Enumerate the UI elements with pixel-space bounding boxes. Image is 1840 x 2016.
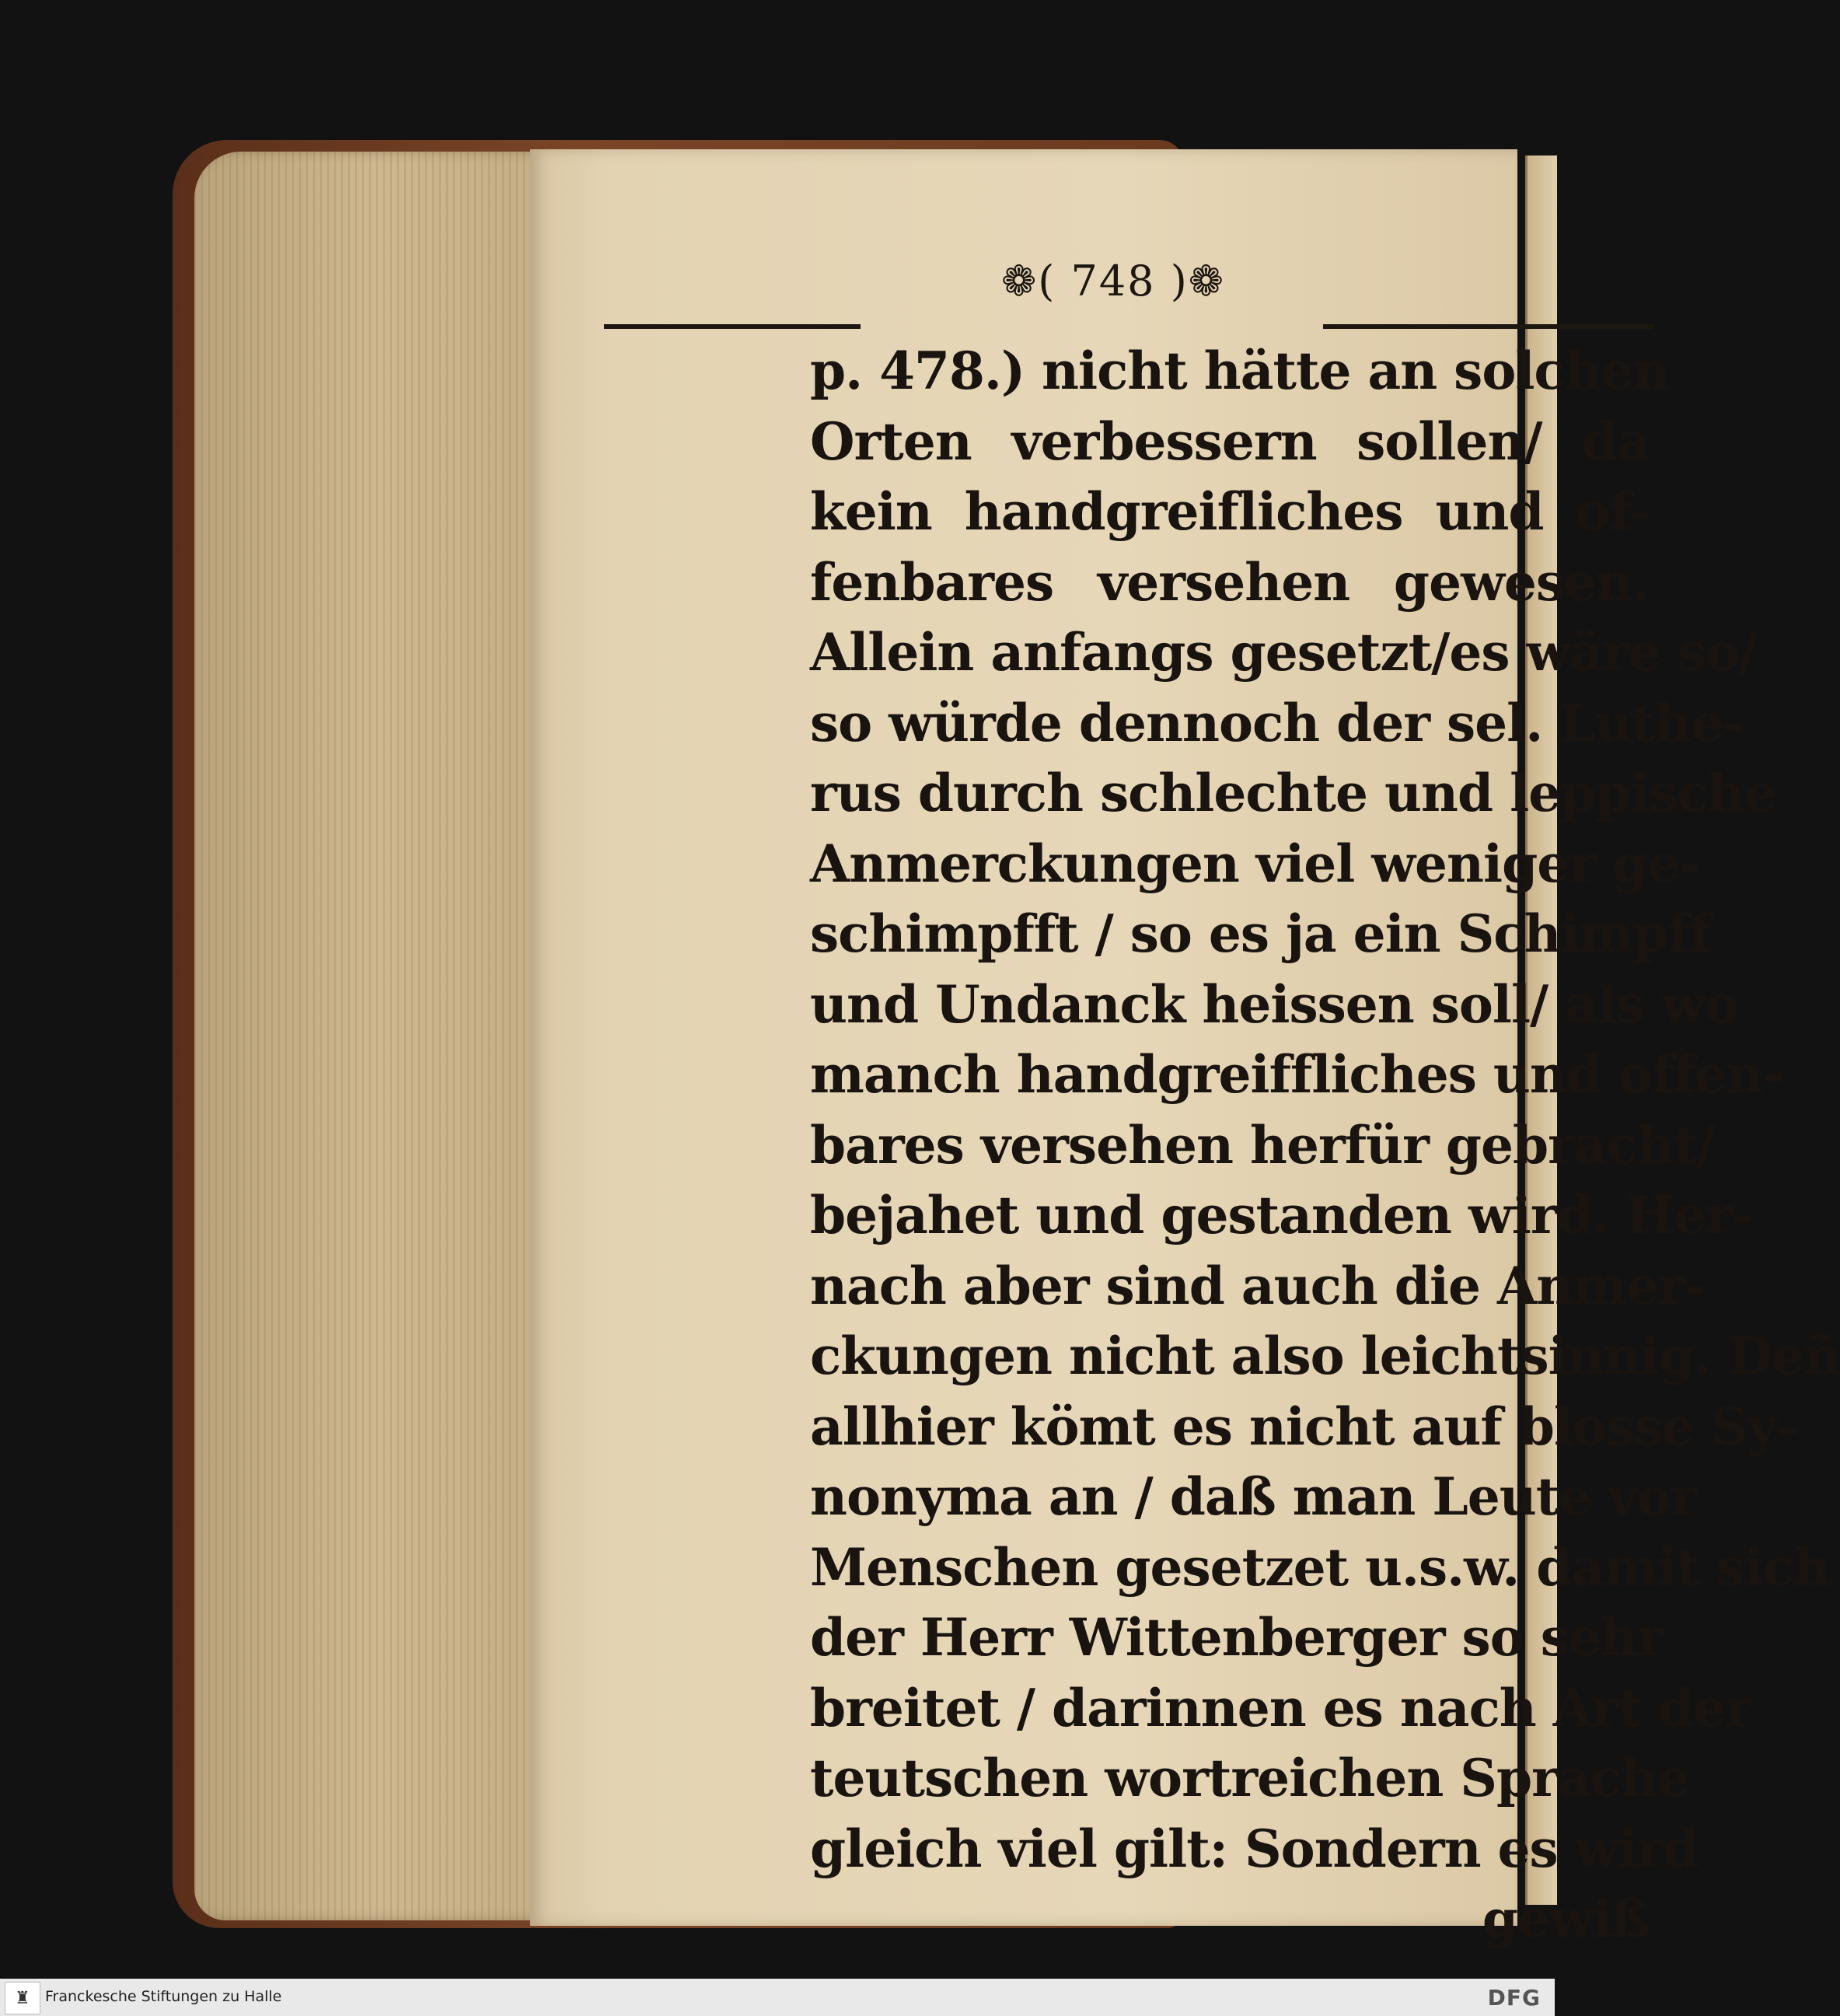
text-line: schimpfft / so es ja ein Schimpff — [810, 903, 1711, 964]
viewer-footer — [0, 1979, 1555, 2016]
text-line: so würde dennoch der sel. Luthe- — [810, 692, 1744, 753]
text-line: breitet / darinnen es nach Art der — [810, 1677, 1752, 1738]
text-line: gleich viel gilt: Sondern es wird — [810, 1818, 1699, 1879]
text-line: bares versehen herfür gebracht/ — [810, 1114, 1715, 1176]
text-line: teutschen wortreichen Sprache — [810, 1748, 1689, 1808]
book — [173, 124, 1840, 1949]
text-line: fenbares versehen gewesen. — [810, 551, 1650, 613]
text-line: und Undanck heissen soll/ als wo — [810, 973, 1738, 1035]
text-line: nonyma an / daß man Leute vor — [810, 1466, 1697, 1527]
header-rule-left — [604, 324, 861, 329]
funder-logo: DFG — [1487, 1985, 1541, 2011]
text-line: Anmerckungen viel weniger ge- — [810, 833, 1700, 894]
institution-name: Franckesche Stiftungen zu Halle — [45, 1988, 282, 2005]
header-rule-right — [1323, 324, 1653, 329]
institution-logo: ♜ — [5, 1982, 40, 2014]
text-line: nach aber sind auch die Anmer- — [810, 1255, 1706, 1316]
page-number-header: ❁( 748 )❁ — [1000, 257, 1226, 306]
text-line: p. 478.) nicht hätte an solchen — [810, 341, 1670, 401]
text-line: Menschen gesetzet u.s.w. damit sich — [810, 1536, 1830, 1598]
text-line: Orten verbessern sollen/ da — [810, 411, 1650, 472]
catchword: gewiß — [1482, 1888, 1650, 1949]
text-line: Allein anfangs gesetzt/es wäre so/ — [810, 622, 1758, 683]
text-line: ckungen nicht also leichtsinnig. Deñ — [810, 1326, 1840, 1386]
page-text — [810, 336, 1840, 1955]
text-line: manch handgreiffliches und offen- — [810, 1044, 1784, 1105]
text-line: rus durch schlechte und leppische — [810, 763, 1776, 823]
text-line: kein handgreifliches und of- — [810, 481, 1650, 542]
text-line: allhier kömt es nicht auf blosse Sy- — [810, 1396, 1797, 1457]
text-line: der Herr Wittenberger so sehr — [810, 1607, 1664, 1668]
book-page — [530, 149, 1840, 1949]
text-line: bejahet und gestanden wird. Her- — [810, 1185, 1753, 1246]
